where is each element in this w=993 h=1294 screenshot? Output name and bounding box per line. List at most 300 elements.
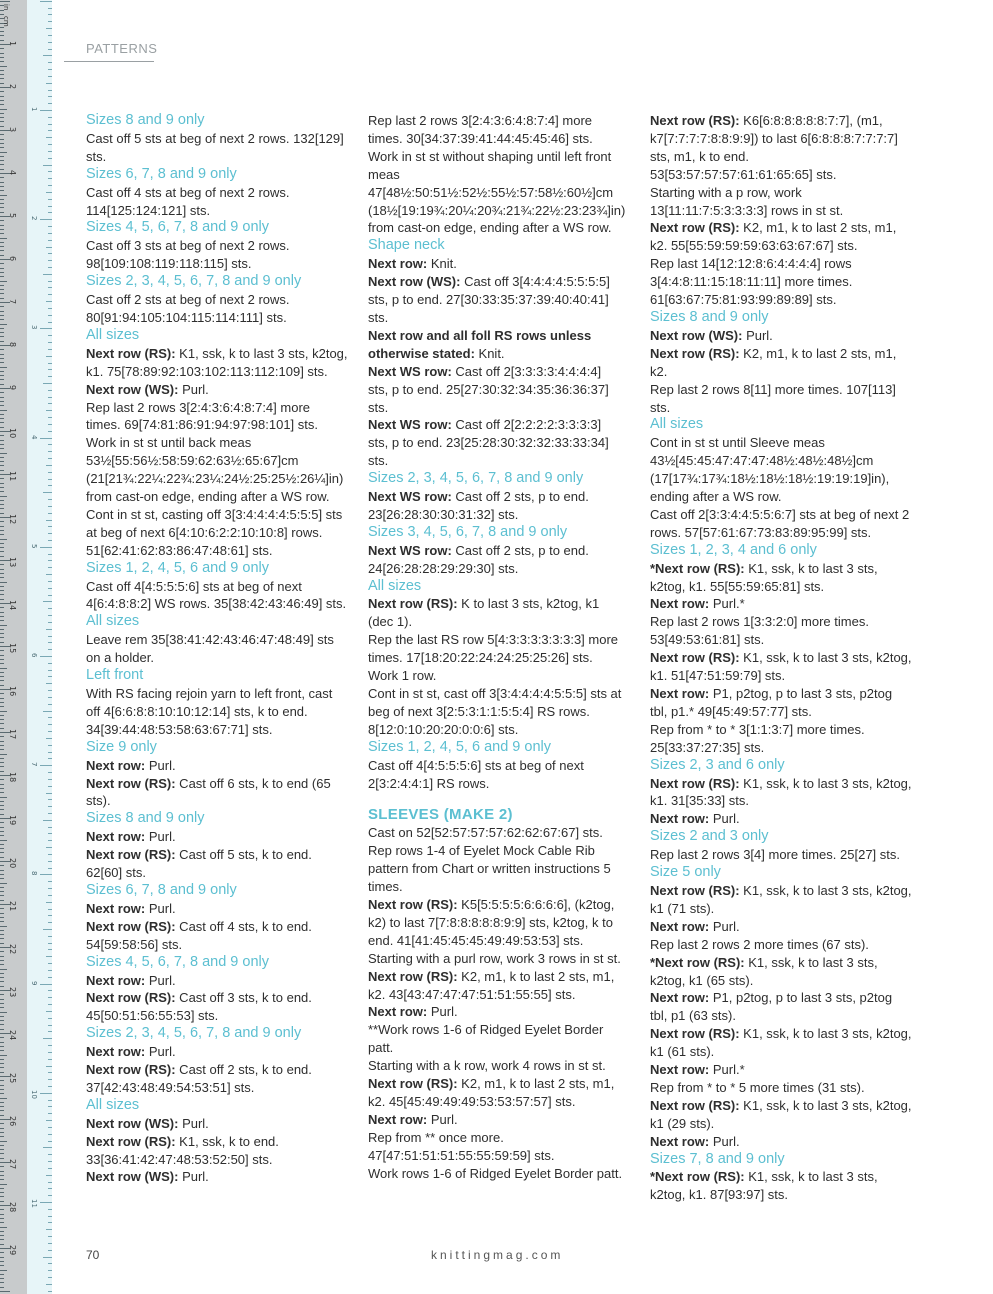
ruler-tick [48,595,52,596]
ruler-tick [0,715,4,716]
ruler-tick [0,242,4,243]
ruler-tick [0,457,4,458]
ruler-tick [48,14,52,15]
ruler-tick [43,1257,52,1258]
instruction-text: K1, ssk, k to last 3 sts, k2tog, k1 (65 sts). [650,954,878,988]
row-label: Next row (WS): [86,1115,179,1131]
row-label: Next row (RS): [86,1133,176,1149]
instruction-text: Cast off 3 sts, k to end. 45[50:51:56:55:53] sts. [86,990,312,1024]
row-label: Next row (WS): [86,1169,179,1185]
ruler-tick [0,1059,4,1060]
row-label: Next row (RS): [368,596,458,612]
ruler-tick [0,1046,4,1047]
ruler-tick [0,448,4,449]
size-heading: Sizes 3, 4, 5, 6, 7, 8 and 9 only [368,523,568,540]
ruler-tick [0,207,4,208]
row-label: Next row (RS): [86,918,176,934]
ruler-inch-label: 1 [30,107,38,112]
ruler-tick [0,569,4,570]
ruler-tick [43,55,52,56]
ruler-tick [48,1052,52,1053]
ruler-tick [0,986,4,987]
ruler-tick [0,736,4,737]
ruler-cm-label: 25 [8,1073,17,1084]
ruler-tick [0,96,4,97]
ruler-tick [0,195,7,196]
ruler-tick [46,465,52,466]
row-label: *Next row (RS): [650,1169,745,1185]
ruler-tick [46,574,52,575]
instruction-paragraph: Rep last 14[12:12:8:6:4:4:4:4] rows 3[4:4:8:11:15:18:11:11] more times. 61[63:67:75:81:93:99:89:89] sts. [650,256,853,308]
instruction-paragraph [650,882,912,918]
ruler-tick [0,293,4,294]
instruction-paragraph: Cont in st st, casting off 3[3:4:4:4:4:5:5:5] sts at beg of next 6[4:10:6:2:2:10:10:8] rows. 51[62:41:62:83:86:47:48:61] sts. [86,506,343,558]
ruler-tick [48,444,52,445]
ruler-cm-label: 13 [8,557,17,568]
instruction-paragraph [86,900,348,918]
instruction-paragraph: Rep from ** once more. 47[47:51:51:51:55:55:59:59] sts. [368,1129,555,1163]
instruction-paragraph [650,112,912,184]
instruction-paragraph [86,846,348,882]
ruler-cm-label: 12 [8,514,17,525]
ruler-tick [0,973,4,974]
ruler-tick [0,960,4,961]
ruler-tick [0,315,4,316]
ruler-tick [0,650,4,651]
ruler-tick [0,117,4,118]
ruler-tick [0,285,4,286]
ruler-tick [48,342,52,343]
ruler-tick [0,1136,4,1137]
ruler-tick [0,504,4,505]
ruler-tick [0,827,4,828]
ruler-tick [48,1100,52,1101]
instruction-paragraph [368,968,624,1004]
ruler-tick [0,771,4,772]
instruction-paragraph: Cont in st st, cast off 3[3:4:4:4:4:5:5:5] sts at beg of next 3[2:5:3:1:1:5:5:4] RS rows. 8[12:0:10:20:20:0:0:6] sts. [368,686,622,737]
ruler-tick [0,1235,4,1236]
instruction-text: Purl. [178,381,209,397]
ruler-tick [0,620,4,621]
ruler-tick [0,121,4,122]
ruler-tick [0,109,7,110]
ruler-tick [48,676,52,677]
instruction-text: Purl.* [709,1062,745,1078]
ruler-tick [48,745,52,746]
ruler-tick [0,1016,4,1017]
ruler-tick [46,847,52,848]
instruction-paragraph: Cast off 4[4:5:5:5:6] sts at beg of next 4[6:4:8:8:2] WS rows. 35[38:42:43:46:49] sts. [86,578,347,612]
instruction-paragraph: Work in st st until back meas 53½[55:56½:58:59:62:63½:65:67]cm (21[21¾:22¼:22¾:23¼:24½:25:25½:26¼]in) from cast-on edge, ending after a WS row. [86,435,344,505]
ruler-tick [0,539,7,540]
ruler-cm-label: 26 [8,1116,17,1127]
ruler-tick [0,964,4,965]
ruler-tick [0,35,4,36]
ruler-tick [43,1147,52,1148]
ruler-tick [0,521,4,522]
ruler-tick [43,929,52,930]
instruction-text: Cast off 3[4:4:4:4:5:5:5:5] sts, p to end. 27[30:33:35:37:39:40:40:41] sts. [368,274,610,325]
ruler-tick [0,190,4,191]
ruler-tick [0,981,4,982]
ruler-tick [48,526,52,527]
instruction-paragraph [650,989,912,1025]
ruler-tick [0,801,4,802]
ruler-tick [0,508,4,509]
row-label: Next WS row: [368,489,452,505]
ruler-tick [0,672,4,673]
size-heading: Size 9 only [86,738,157,755]
instruction-paragraph [650,1168,912,1204]
ruler-tick [48,799,52,800]
instruction-text: Purl. [178,1169,209,1185]
ruler-tick [0,513,4,514]
instruction-paragraph: Cast off 4[4:5:5:5:6] sts at beg of next 2[3:2:4:4:1] RS rows. [368,757,584,791]
ruler-tick [0,762,4,763]
instruction-paragraph [368,1075,624,1111]
size-heading: All sizes [86,1096,140,1113]
instruction-paragraph [86,1115,348,1133]
row-label: Next row (RS): [650,1097,740,1113]
instruction-text: Purl. [145,900,176,916]
instruction-paragraph: Work rows 1-6 of Ridged Eyelet Border patt. [368,1165,623,1181]
instruction-text: P1, p2tog, p to last 3 sts, p2tog tbl, p1.* 49[45:49:57:77] sts. [650,686,893,719]
ruler-tick [0,104,4,105]
row-label: Next row (RS): [86,990,176,1006]
ruler-tick [0,212,4,213]
ruler-unit-in: in [2,4,10,11]
instruction-paragraph: Leave rem 35[38:41:42:43:46:47:48:49] sts on a holder. [86,632,334,666]
row-label: Next row (RS): [368,1076,458,1092]
ruler-tick [0,328,4,329]
ruler-tick [0,1291,10,1292]
instruction-paragraph: Rep last 2 rows 3[4] more times. 25[27] sts. [650,847,900,863]
ruler-tick [0,1188,4,1189]
ruler-tick [46,301,52,302]
size-heading: Sizes 8 and 9 only [86,112,205,128]
ruler-cm-label: 3 [8,127,17,133]
ruler-tick [48,294,52,295]
ruler-tick [0,676,4,677]
ruler-tick [0,865,4,866]
ruler-tick [0,66,7,67]
ruler-tick [48,1188,52,1189]
ruler-tick [0,332,4,333]
ruler-tick [0,797,7,798]
instruction-text: K1, ssk, k to last 3 sts, k2tog, k1. 75[78:89:92:103:102:113:112:109] sts. [86,345,348,379]
row-label: Next row (RS): [86,775,176,791]
instruction-text: K to last 3 sts, k2tog, k1 (dec 1). [368,596,600,630]
ruler-tick [0,324,7,325]
ruler-tick [48,1031,52,1032]
instruction-text: Cast off 2[2:2:2:2:3:3:3:3] sts, p to end. 23[25:28:30:32:32:33:33:34] sts. [368,417,609,469]
instruction-paragraph: Rep the last RS row 5[4:3:3:3:3:3:3:3] more times. 17[18:20:22:24:24:25:25:26] sts. [368,632,619,666]
ruler-tick [0,14,4,15]
instruction-paragraph [650,1133,912,1151]
ruler-tick [0,1085,4,1086]
ruler-tick [0,831,4,832]
ruler-tick [48,840,52,841]
ruler-tick [48,697,52,698]
instruction-paragraph: Rep last 2 rows 2 more times (67 sts). [650,936,869,952]
instruction-paragraph: Starting with a p row, work 13[11:11:7:5:3:3:3:3] rows in st st. [650,184,844,218]
ruler-tick [0,809,4,810]
row-label: Next row (RS): [650,650,740,666]
ruler-tick [0,255,4,256]
ruler-tick [0,934,4,935]
ruler-tick [0,891,4,892]
instruction-text: K1, ssk, k to last 3 sts, k2tog, k1 (61 sts). [650,1026,912,1060]
ruler-tick [46,137,52,138]
ruler-tick [40,110,52,111]
ruler-unit-cm: cm [2,16,10,27]
ruler-tick [40,219,52,220]
ruler-tick [48,1263,52,1264]
row-label: Next row: [86,1044,146,1060]
ruler-tick [48,731,52,732]
ruler-tick [0,543,4,544]
ruler-tick [48,717,52,718]
ruler-tick [48,96,52,97]
ruler-tick [0,668,7,669]
ruler-tick [0,900,4,901]
ruler-tick [43,492,52,493]
ruler-tick [48,806,52,807]
ruler-tick [0,367,7,368]
instruction-text: Knit. [427,256,457,272]
ruler-tick [0,268,4,269]
ruler-tick [0,143,4,144]
ruler-tick [0,805,4,806]
ruler-tick [0,1158,4,1159]
ruler-tick [48,1134,52,1135]
ruler-cm-label: 22 [8,944,17,955]
ruler-tick [48,949,52,950]
ruler-tick [48,472,52,473]
ruler-cm-label: 17 [8,729,17,740]
ruler-tick [0,160,4,161]
ruler-tick [0,1012,7,1013]
ruler-tick [0,840,7,841]
row-label: Next row (RS): [86,1062,176,1078]
instruction-paragraph [86,1043,348,1061]
ruler-tick [0,427,4,428]
ruler-tick [0,1282,4,1283]
instruction-text: Cast off 2 sts, k to end. 37[42:43:48:49:54:53:51] sts. [86,1062,312,1095]
instruction-paragraph [86,775,348,811]
ruler-tick [40,438,52,439]
ruler-tick [0,530,4,531]
row-label: Next row: [650,990,710,1006]
ruler-tick [40,1,52,2]
ruler-tick [0,491,4,492]
ruler-tick [48,499,52,500]
ruler-inch-label: 7 [30,762,38,767]
ruler-tick [48,479,52,480]
ruler-tick [48,642,52,643]
ruler-tick [48,1154,52,1155]
ruler-tick [48,240,52,241]
ruler-tick [0,969,7,970]
instruction-paragraph: Starting with a k row, work 4 rows in st st. [368,1058,606,1074]
ruler-tick [48,171,52,172]
ruler-tick [0,1072,4,1073]
ruler-tick [46,793,52,794]
ruler-tick [0,1089,4,1090]
instruction-paragraph [368,1111,624,1129]
ruler-tick [0,951,4,952]
instruction-paragraph [650,1025,912,1061]
ruler-tick [48,1086,52,1087]
ruler-cm-label: 8 [8,342,17,348]
ruler-tick [0,384,4,385]
ruler-tick [0,534,4,535]
ruler-tick [48,704,52,705]
ruler-tick [0,298,4,299]
ruler-tick [46,28,52,29]
ruler-tick [0,199,4,200]
pattern-column-1 [86,112,348,1186]
ruler-tick [48,308,52,309]
ruler-tick [0,1063,4,1064]
ruler-tick [40,765,52,766]
ruler-tick [0,556,4,557]
ruler-tick [40,547,52,548]
row-label: Next row: [368,1111,428,1127]
ruler-tick [0,702,4,703]
ruler-tick [0,1227,7,1228]
ruler-tick [0,1261,4,1262]
ruler-tick [0,1171,4,1172]
ruler-tick [0,625,7,626]
ruler-tick [0,1123,4,1124]
instruction-text: Purl. [427,1004,458,1020]
ruler-tick [0,943,4,944]
instruction-paragraph [86,828,348,846]
ruler-tick [0,577,4,578]
ruler-tick [48,458,52,459]
ruler-tick [0,612,4,613]
ruler-tick [0,147,4,148]
ruler-inch-label: 8 [30,871,38,876]
instruction-paragraph [650,649,912,685]
instruction-paragraph: Rep rows 1-4 of Eyelet Mock Cable Rib pattern from Chart or written instructions 5 times. [368,843,611,895]
ruler-tick [43,601,52,602]
ruler-tick [0,1270,7,1271]
instruction-paragraph: **Work rows 1-6 of Ridged Eyelet Border patt. [368,1022,604,1056]
ruler-tick [0,1244,4,1245]
instruction-text: P1, p2tog, p to last 3 sts, p2tog tbl, p1 (63 sts). [650,990,893,1024]
instruction-paragraph [650,327,912,345]
row-label: *Next row (RS): [650,954,745,970]
ruler-tick [40,1093,52,1094]
ruler-tick [0,341,4,342]
instruction-paragraph [86,1133,348,1169]
size-heading: Left front [86,667,144,684]
ruler-tick [0,616,4,617]
ruler-inch-label: 6 [30,653,38,658]
ruler-tick [0,126,4,127]
ruler-tick [0,461,4,462]
ruler-tick [0,573,4,574]
ruler-tick [0,1175,4,1176]
ruler-cm-label: 27 [8,1159,17,1170]
ruler-tick [0,878,4,879]
ruler-tick [48,424,52,425]
ruler-tick [0,74,4,75]
ruler-tick [0,590,4,591]
ruler-tick [0,1218,4,1219]
ruler-tick [0,698,4,699]
ruler-tick [48,431,52,432]
ruler-tick [0,938,4,939]
ruler-tick [0,1042,4,1043]
ruler-tick [0,586,4,587]
ruler-cm-label: 11 [8,471,17,482]
ruler-cm-label: 15 [8,643,17,654]
ruler-tick [0,1098,7,1099]
ruler-tick [0,582,7,583]
instruction-text: Cast off 2 sts, p to end. 24[26:28:28:29:29:30] sts. [368,542,589,576]
ruler-tick [0,1106,4,1107]
ruler-tick [0,659,4,660]
ruler-tick [48,554,52,555]
ruler-tick [0,1020,4,1021]
ruler-tick [0,784,4,785]
ruler-tick [0,225,4,226]
ruler-tick [0,392,4,393]
ruler-tick [48,888,52,889]
instruction-text: Purl. [145,1044,176,1060]
ruler-tick [46,629,52,630]
ruler-cm-label: 2 [8,84,17,90]
row-label: Next row: [650,918,710,934]
instruction-paragraph [650,1061,912,1079]
ruler-tick [0,496,7,497]
instruction-text: K1, ssk, k to last 3 sts, k2tog, k1 (71 sts). [650,882,912,916]
row-label: Next WS row: [368,363,452,379]
row-label: Next row (RS): [86,847,176,863]
ruler-tick [0,1231,4,1232]
size-heading: Sizes 8 and 9 only [650,308,769,325]
ruler-tick [48,144,52,145]
ruler-tick [48,943,52,944]
size-heading: Sizes 1, 2, 3, 4 and 6 only [650,541,817,558]
ruler-tick [0,895,4,896]
ruler-tick [0,551,4,552]
instruction-paragraph: Rep last 2 rows 1[3:3:2:0] more times. 53[49:53:61:81] sts. [650,614,869,648]
ruler-tick [48,560,52,561]
ruler-tick [48,1182,52,1183]
ruler-tick [48,451,52,452]
ruler-tick [0,422,4,423]
ruler-tick [0,229,4,230]
instruction-paragraph: Cast off 2[3:3:4:4:5:5:6:7] sts at beg of next 2 rows. 57[57:61:67:73:83:89:95:99] sts. [650,506,910,540]
instruction-text: Cast off 2[3:3:3:3:4:4:4:4] sts, p to end. 25[27:30:32:34:35:36:36:37] sts. [368,363,609,415]
ruler-tick [0,113,4,114]
ruler-tick [0,633,4,634]
ruler-tick [48,1209,52,1210]
size-heading: Sizes 2, 3, 4, 5, 6, 7, 8 and 9 only [368,470,584,487]
ruler-tick [48,226,52,227]
ruler-tick [48,1079,52,1080]
ruler-tick [0,182,4,183]
instruction-paragraph [650,775,912,811]
ruler-tick [0,642,4,643]
ruler-tick [0,629,4,630]
ruler-tick [48,62,52,63]
ruler-cm-label: 23 [8,987,17,998]
